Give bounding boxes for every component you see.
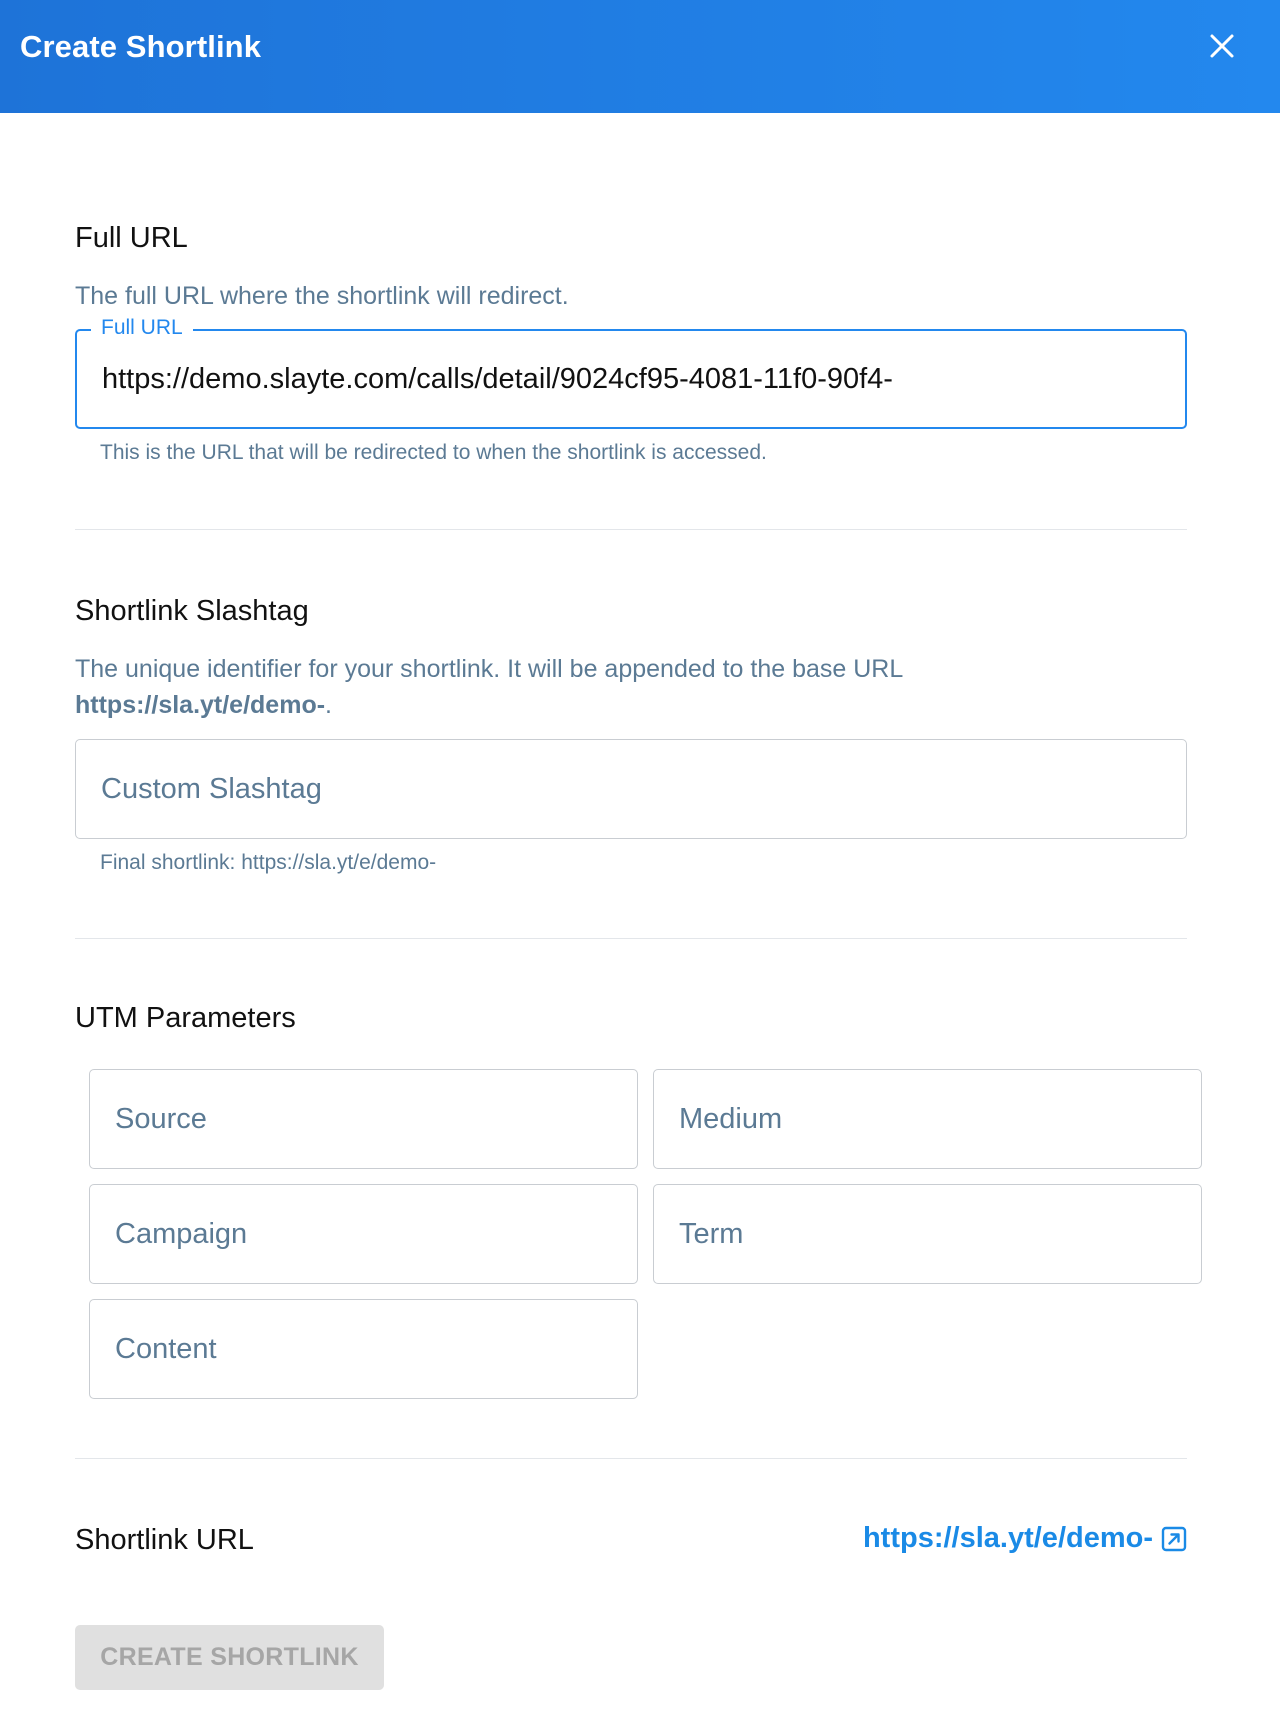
utm-source-field[interactable]: [89, 1069, 638, 1169]
shortlink-url-text: https://sla.yt/e/demo-: [862, 1522, 1153, 1554]
dialog-header: [0, 0, 1280, 113]
section-divider: [75, 938, 1187, 939]
full-url-floating-label: Full URL: [91, 316, 193, 340]
dialog-title: Create Shortlink: [20, 29, 262, 64]
slashtag-description-text: The unique identifier for your shortlink. It will be appended to the base URL: [75, 655, 904, 683]
utm-term-input[interactable]: [654, 1185, 1201, 1283]
slashtag-description: [75, 651, 1187, 723]
slashtag-base-url: https://sla.yt/e/demo-: [75, 691, 326, 719]
slashtag-input[interactable]: [76, 740, 1186, 838]
shortlink-url-label: Shortlink URL: [75, 1524, 254, 1556]
section-divider: [75, 1458, 1187, 1459]
section-divider: [75, 529, 1187, 530]
utm-content-input[interactable]: [90, 1300, 637, 1398]
utm-campaign-input[interactable]: [90, 1185, 637, 1283]
slashtag-field[interactable]: [75, 739, 1187, 839]
full-url-input[interactable]: [77, 331, 1185, 427]
full-url-helper-text: This is the URL that will be redirected to when the shortlink is accessed.: [100, 441, 767, 464]
full-url-section-title: Full URL: [75, 222, 188, 254]
close-icon: [1202, 26, 1242, 66]
close-button[interactable]: [1202, 26, 1242, 66]
utm-medium-input[interactable]: [654, 1070, 1201, 1168]
full-url-description: The full URL where the shortlink will redirect.: [75, 282, 569, 310]
utm-section-title: UTM Parameters: [75, 1002, 296, 1034]
utm-campaign-field[interactable]: [89, 1184, 638, 1284]
create-shortlink-button[interactable]: CREATE SHORTLINK: [75, 1625, 384, 1690]
utm-source-input[interactable]: [90, 1070, 637, 1168]
utm-content-field[interactable]: [89, 1299, 638, 1399]
utm-medium-field[interactable]: [653, 1069, 1202, 1169]
slashtag-section-title: Shortlink Slashtag: [75, 595, 309, 627]
shortlink-url-link[interactable]: [863, 1522, 1187, 1555]
open-in-new-icon: [1161, 1526, 1187, 1552]
final-shortlink-helper-text: Final shortlink: https://sla.yt/e/demo-: [100, 851, 437, 874]
utm-term-field[interactable]: [653, 1184, 1202, 1284]
slashtag-description-suffix: .: [325, 691, 332, 719]
full-url-field[interactable]: [75, 316, 1187, 429]
